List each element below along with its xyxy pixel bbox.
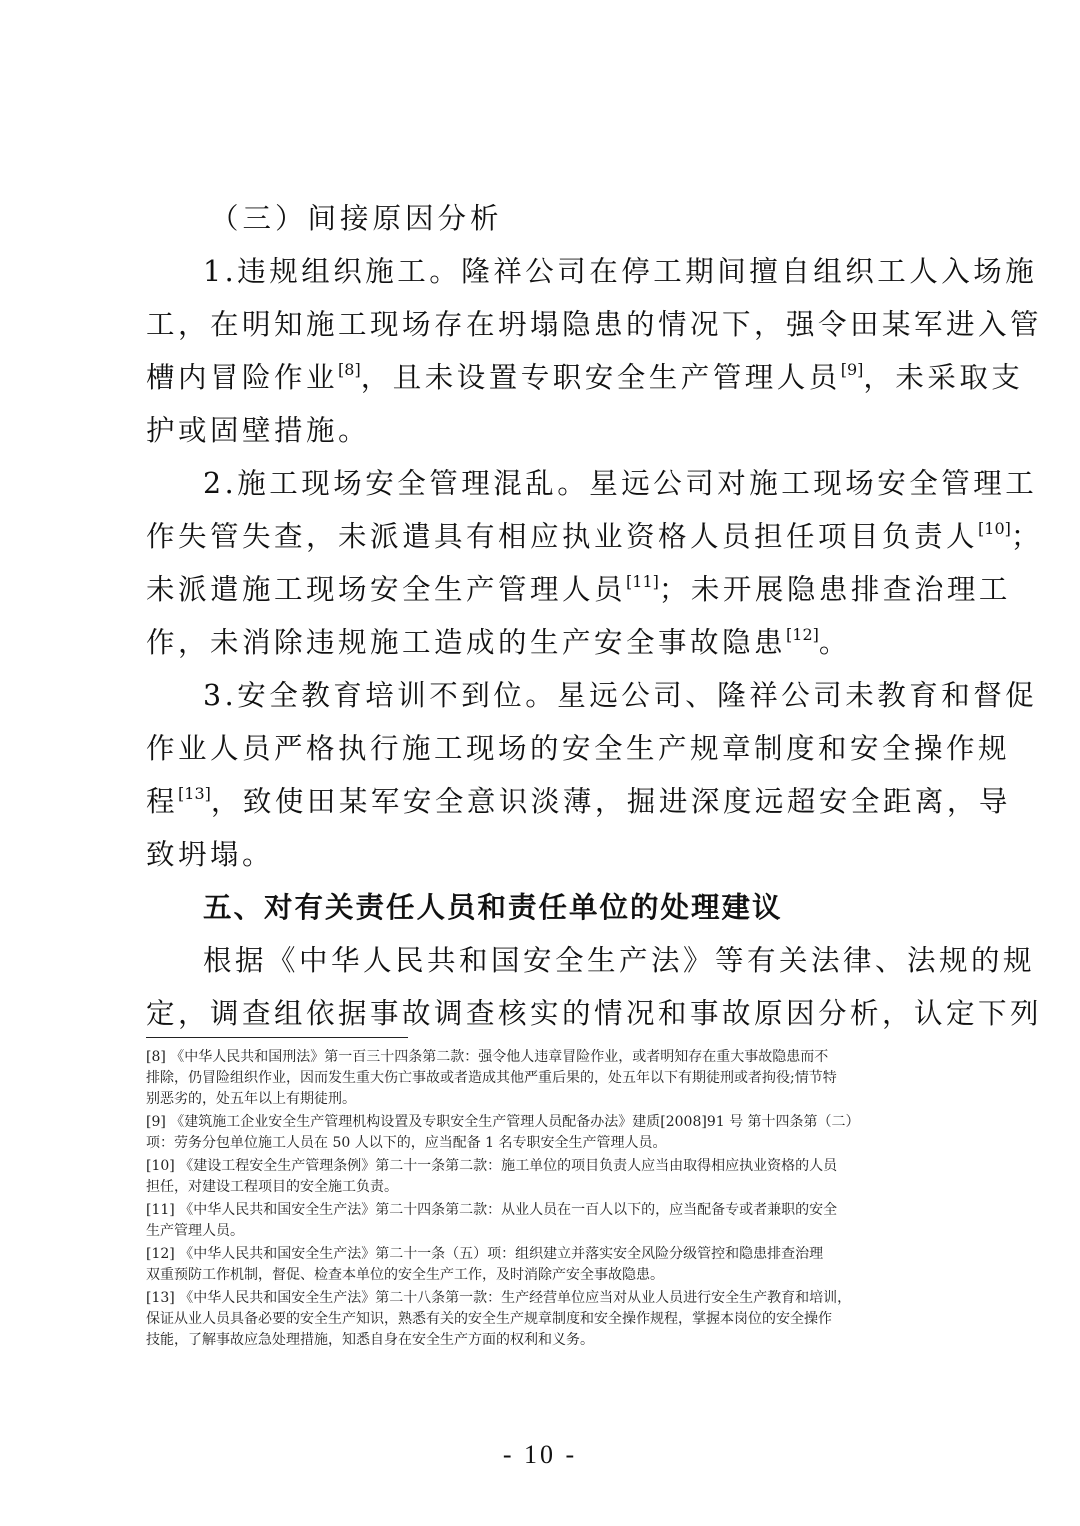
- footnote-line: [12] 《中华人民共和国安全生产法》第二十一条（五）项：组织建立并落实安全风险分级管控和隐患排查治理: [146, 1246, 824, 1262]
- footnote-8: [146, 1047, 946, 1110]
- footnote-line: [11] 《中华人民共和国安全生产法》第二十四条第二款：从业人员在一百人以下的，应当配备专或者兼职的安全: [146, 1202, 838, 1218]
- footnotes: [146, 1047, 946, 1353]
- paragraph-line: [146, 510, 1043, 563]
- text-run: ；未开展隐患排查治理工: [658, 573, 1011, 606]
- footnote-line: [9] 《建筑施工企业安全生产管理机构设置及专职安全生产管理人员配备办法》建质[2008]91 号 第十四条第（二）: [146, 1114, 860, 1130]
- footnote-10: [146, 1156, 946, 1198]
- paragraph-legal-basis: [146, 934, 1043, 1040]
- paragraph-line: 护或固壁措施。: [146, 414, 371, 447]
- text-run: 作失管失查，未派遣具有相应执业资格人员担任项目负责人: [146, 520, 979, 553]
- text-run: 槽内冒险作业: [146, 361, 339, 394]
- text-run: 程: [146, 785, 179, 818]
- footnote-line: 担任，对建设工程项目的安全施工负责。: [146, 1179, 398, 1195]
- footnote-line: [10] 《建设工程安全生产管理条例》第二十一条第二款：施工单位的项目负责人应当由取得相应执业资格的人员: [146, 1158, 838, 1174]
- footnote-ref-8[interactable]: [8]: [338, 360, 361, 379]
- footnote-line: 技能，了解事故应急处理措施，知悉自身在安全生产方面的权利和义务。: [146, 1332, 594, 1348]
- paragraph-illegal-construction: [146, 245, 1043, 457]
- text-run: 。: [818, 626, 851, 659]
- paragraph-site-management: [146, 457, 1043, 669]
- text-run: 作，未消除违规施工造成的生产安全事故隐患: [146, 626, 787, 659]
- footnote-line: 项：劳务分包单位施工人员在 50 人以下的，应当配备 1 名专职安全生产管理人员。: [146, 1135, 667, 1151]
- text-run: ；: [1010, 520, 1043, 553]
- footnote-line: [8] 《中华人民共和国刑法》第一百三十四条第二款：强令他人违章冒险作业，或者明知存在重大事故隐患而不: [146, 1049, 829, 1065]
- paragraph-line: [146, 616, 944, 669]
- footnote-ref-11[interactable]: [11]: [626, 572, 659, 591]
- footnote-12: [146, 1244, 946, 1286]
- footnote-line: 别恶劣的，处五年以上有期徒刑。: [146, 1091, 356, 1107]
- footnote-line: 保证从业人员具备必要的安全生产知识，熟悉有关的安全生产规章制度和安全操作规程，掌握本岗位的安全操作: [146, 1311, 832, 1327]
- footnote-line: 排除，仍冒险组织作业，因而发生重大伤亡事故或者造成其他严重后果的，处五年以下有期徒刑或者拘役;情节特: [146, 1070, 837, 1086]
- footnote-ref-12[interactable]: [12]: [786, 625, 819, 644]
- body-text: [146, 192, 1043, 1040]
- footnote-9: [146, 1112, 946, 1154]
- paragraph-line: [146, 563, 1011, 616]
- footnote-line: 生产管理人员。: [146, 1223, 244, 1239]
- text-run: 未派遣施工现场安全生产管理人员: [146, 573, 627, 606]
- paragraph-line: 定，调查组依据事故调查核实的情况和事故原因分析，认定下列: [146, 997, 1043, 1030]
- paragraph-line: 3.安全教育培训不到位。星远公司、隆祥公司未教育和督促: [203, 679, 1038, 712]
- footnote-13: [146, 1288, 946, 1351]
- footnote-line: 双重预防工作机制，督促、检查本单位的安全生产工作，及时消除产安全事故隐患。: [146, 1267, 664, 1283]
- paragraph-line: [146, 351, 1024, 404]
- text-run: ，且未设置专职安全生产管理人员: [360, 361, 841, 394]
- footnote-line: [13] 《中华人民共和国安全生产法》第二十八条第一款：生产经营单位应当对从业人员进行安全生产教育和培训，: [146, 1290, 852, 1306]
- section-title: 五、对有关责任人员和责任单位的处理建议: [203, 891, 783, 924]
- subsection-heading: （三）间接原因分析: [210, 202, 503, 235]
- paragraph-line: 致坍塌。: [146, 838, 275, 871]
- paragraph-line: 根据《中华人民共和国安全生产法》等有关法律、法规的规: [203, 944, 1036, 977]
- paragraph-safety-training: [146, 669, 1038, 881]
- paragraph-line: 2.施工现场安全管理混乱。星远公司对施工现场安全管理工: [203, 467, 1038, 500]
- text-run: ，未采取支: [863, 361, 1024, 394]
- paragraph-line: 1.违规组织施工。隆祥公司在停工期间擅自组织工人入场施: [203, 255, 1038, 288]
- text-run: ，致使田某军安全意识淡薄，掘进深度远超安全距离，导: [210, 785, 1011, 818]
- paragraph-line: 工，在明知施工现场存在坍塌隐患的情况下，强令田某军进入管: [146, 308, 1043, 341]
- paragraph-line: 作业人员严格执行施工现场的安全生产规章制度和安全操作规: [146, 732, 1011, 765]
- paragraph-line: [146, 775, 1011, 828]
- footnote-ref-9[interactable]: [9]: [840, 360, 864, 379]
- footnote-ref-10[interactable]: [10]: [978, 519, 1011, 538]
- footnote-ref-13[interactable]: [13]: [178, 784, 211, 803]
- page-number: - 10 -: [502, 1440, 578, 1469]
- footnote-divider: [146, 1037, 408, 1038]
- footnote-11: [146, 1200, 946, 1242]
